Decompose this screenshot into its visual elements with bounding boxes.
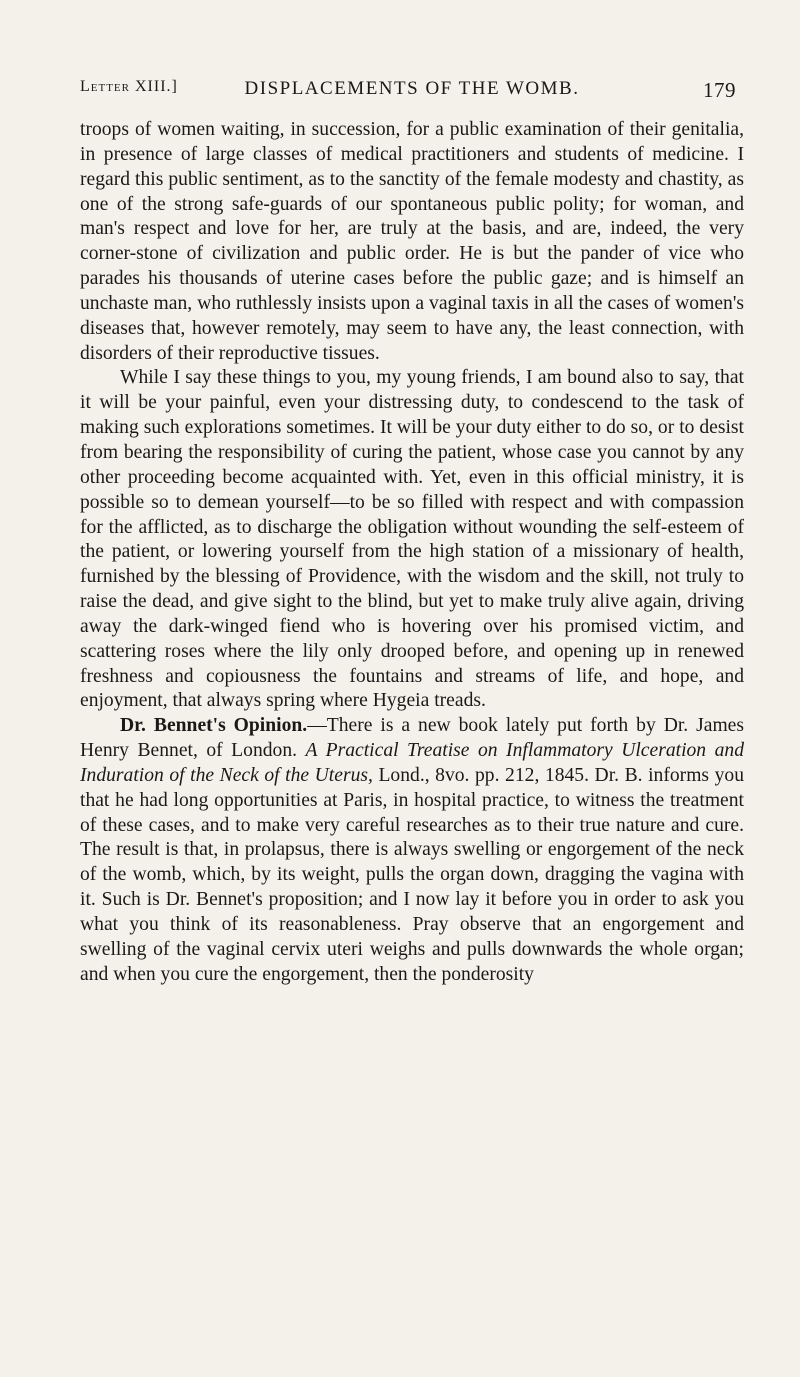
paragraph-text-part-b: Lond., 8vo. pp. 212, 1845. Dr. B. informs you that he had long opportunities at Paris, in hospital practice, to witness the treatment of these cases, and to make very careful researches as to their true nature and cure. The result is that, in prolapsus, there is always swelling or engorgement of the neck of the womb, which, by its weight, pulls the organ down, dragging the vagina with it. Such is Dr. Bennet's proposition; and I now lay it before you in order to ask you what you think of its reasonableness. Pray observe that an engorgement and swelling of the vaginal cervix uteri weighs and pulls downwards the whole organ; and when you cure the engorgement, then the ponderosity	[80, 764, 745, 985]
header-title: DISPLACEMENTS OF THE WOMB.	[244, 78, 580, 99]
paragraph-bennet-opinion	[80, 714, 744, 987]
header-letter-number: Letter XIII.]	[80, 78, 178, 95]
paragraph-text-part-a: —There is a new book lately put forth by Dr. James Henry Bennet, of London.	[80, 715, 745, 762]
running-header	[80, 78, 744, 108]
section-heading: Dr. Bennet's Opinion.	[120, 715, 308, 737]
page-number: 179	[703, 78, 736, 102]
paragraph-explorations: While I say these things to you, my young friends, I am bound also to say, that it will be your painful, even your distressing duty, to condescend to the task of making such explorations sometimes. It will be your duty either to do so, or to desist from bearing the responsibility of curing the patient, whose case you cannot by any other proceeding become acquainted with. Yet, even in this official ministry, it is possible so to demean yourself—to be so filled with respect and with compassion for the afflicted, as to discharge the obligation without wounding the self-esteem of the patient, or lowering yourself from the high station of a missionary of health, furnished by the blessing of Providence, with the wisdom and the skill, not truly to raise the dead, and give sight to the blind, but yet to make truly alive again, driving away the dark-winged fiend who is hovering over his promised victim, and scattering roses where the lily only drooped before, and opening up in renewed freshness and copiousness the fountains and streams of life, and hope, and enjoyment, that always spring where Hygeia treads.	[80, 367, 744, 712]
paragraph-continued: troops of women waiting, in succession, for a public examination of their genitalia, in presence of large classes of medical practitioners and students of medicine. I regard this public sentiment, as to the sanctity of the female modesty and chastity, as one of the strong safe-guards of our spontaneous public polity; for woman, and man's respect and love for her, are truly at the basis, and are, indeed, the very corner-stone of civilization and public order. He is but the pander of vice who parades his thousands of uterine cases before the public gaze; and is himself an unchaste man, who ruthlessly insists upon a vaginal taxis in all the cases of women's diseases that, however remotely, may seem to have any, the least connection, with disorders of their reproductive tissues.	[80, 119, 744, 364]
book-title: A Practical Treatise on Inflammatory Ulceration and Induration of the Neck of the Uterus,	[80, 740, 744, 786]
page-body	[80, 118, 744, 988]
